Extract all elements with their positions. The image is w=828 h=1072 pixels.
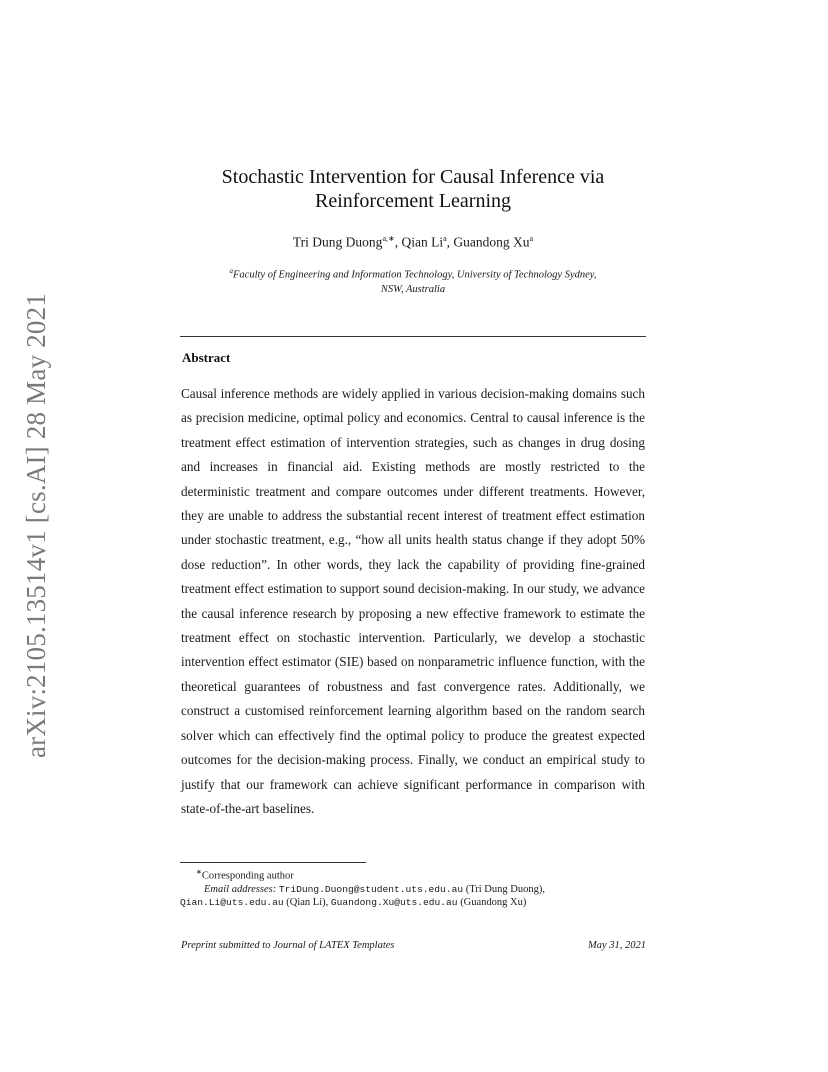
title-line-1: Stochastic Intervention for Causal Inference via — [221, 166, 605, 188]
footnote-rule — [180, 862, 366, 863]
author-name: Qian Li — [401, 234, 444, 250]
email-address[interactable]: Qian.Li@uts.edu.au — [180, 896, 284, 908]
submission-date: May 31, 2021 — [587, 940, 646, 951]
affiliation-mark: a — [229, 267, 234, 275]
title-line-2: Reinforcement Learning — [314, 190, 512, 212]
author-mark: a — [529, 234, 534, 243]
author-mark: a,∗ — [382, 234, 395, 243]
footnote — [180, 866, 650, 909]
footnote-mark: ∗ — [196, 868, 202, 876]
email-owner: (Guandong Xu) — [460, 896, 527, 908]
corresponding-author-note: Corresponding author — [201, 870, 294, 882]
email-owner: (Qian Li), — [286, 896, 329, 908]
affiliation-line-2: NSW, Australia — [380, 283, 446, 295]
author-name: Guandong Xu — [453, 234, 530, 250]
preprint-note: Preprint submitted to Journal of LATEX Templates — [181, 940, 395, 951]
paper-title — [180, 165, 646, 213]
affiliation — [180, 264, 646, 297]
abstract-heading: Abstract — [182, 350, 231, 365]
email-address[interactable]: Guandong.Xu@uts.edu.au — [330, 896, 458, 908]
arxiv-identifier-stamp — [14, 290, 60, 760]
affiliation-line-1: Faculty of Engineering and Information Technology, University of Technology Sydney, — [233, 269, 597, 281]
author-list: Tri Dung Duong$^{a,∗}$, Qian Li$^a$, Guandong Xu$^a$ — [292, 234, 534, 250]
abstract-top-rule — [180, 336, 646, 337]
email-owner: (Tri Dung Duong), — [465, 883, 545, 895]
email-address[interactable]: TriDung.Duong@student.uts.edu.au — [278, 883, 464, 895]
abstract-text: Causal inference methods are widely applied in various decision-making domains such as precision medicine, optimal policy and economics. Central to causal inference is the treatment effect estimation of intervention strategies, such as changes in drug dosing and increases in financial aid. Existing methods are mostly restricted to the deterministic treatment and compare outcomes under different treatments. However, they are unable to address the substantial recent interest of treatment effect estimation under stochastic treatment, e.g., “how all units health status change if they adopt 50% dose reduction”. In other words, they lack the capability of providing fine-grained treatment effect estimation to support sound decision-making. In our study, we advance the causal inference research by proposing a new effective framework to estimate the treatment effect on stochastic intervention. Particularly, we develop a stochastic intervention effect estimator (SIE) based on nonparametric influence function, with the theoretical guarantees of robustness and fast convergence rates. Additionally, we construct a customised reinforcement learning algorithm based on the random search solver which can effectively find the optimal policy to produce the greatest expected outcomes for the decision-making process. Finally, we conduct an empirical study to justify that our framework can achieve significant performance in comparison with state-of-the-art baselines. — [181, 386, 645, 816]
author-mark: a — [443, 234, 447, 243]
email-label: Email addresses: — [204, 883, 277, 895]
arxiv-identifier-text: arXiv:2105.13514v1 [cs.AI] 28 May 2021 — [21, 292, 52, 758]
author-name: Tri Dung Duong — [292, 234, 383, 250]
